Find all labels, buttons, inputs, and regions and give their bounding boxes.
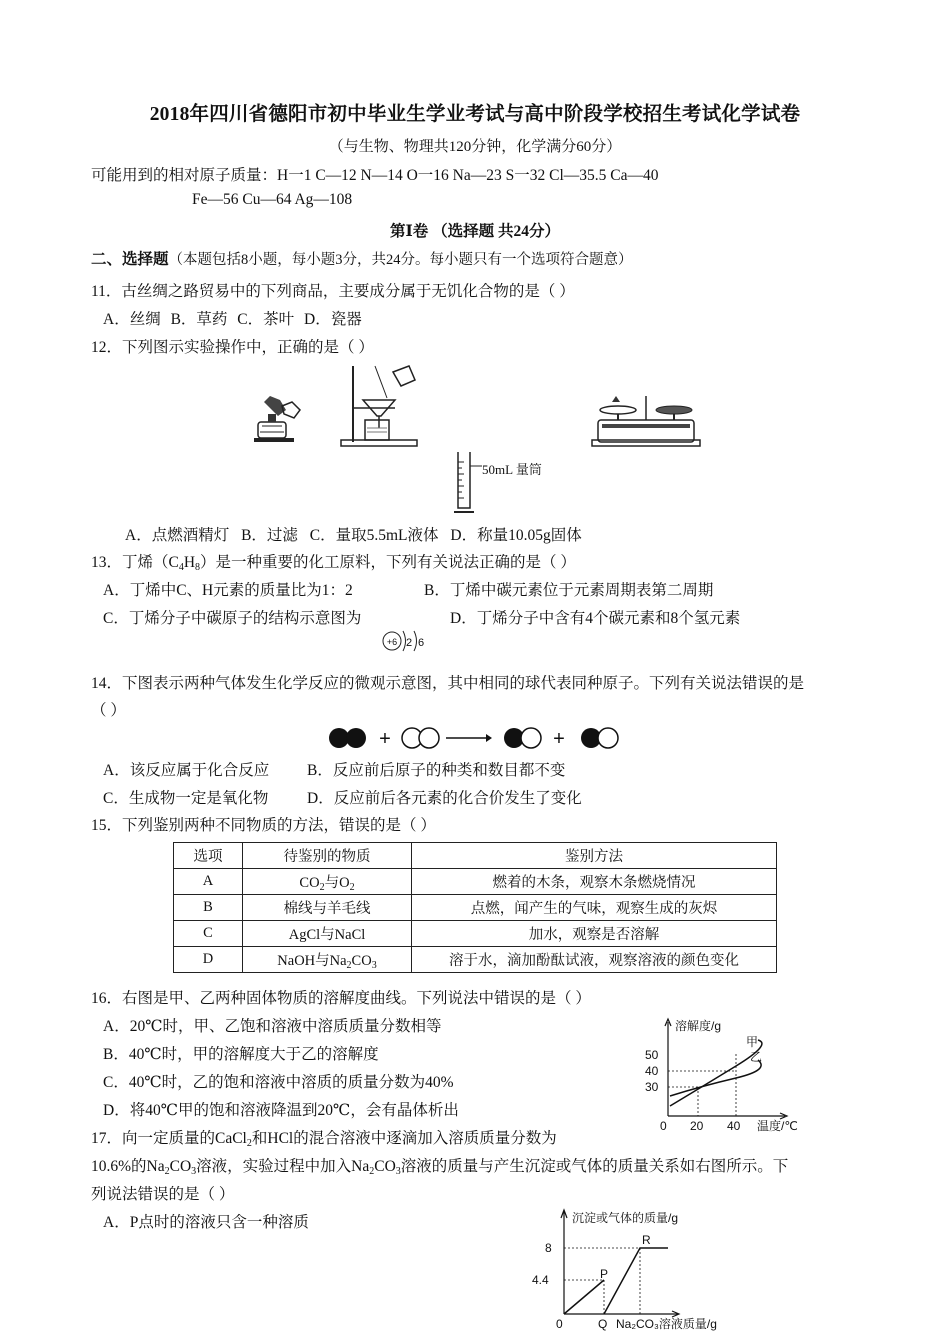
exam-subtitle: （与生物、物理共120分钟，化学满分60分） [328, 139, 622, 155]
table-cell: 加水，观察是否溶解 [412, 921, 777, 947]
q13-stem-sub: 8 [195, 562, 201, 573]
cell-sub: 2 [349, 881, 355, 893]
table-cell [243, 869, 412, 895]
table-cell: D [174, 947, 243, 973]
q17-part: CO [374, 1158, 396, 1175]
q13-option-d: D．丁烯分子中含有4个碳元素和8个氢元素 [450, 610, 741, 627]
point-p-label: P [600, 1267, 609, 1281]
q14-option-b: B．反应前后原子的种类和数目都不变 [307, 762, 566, 779]
q17-sub: 3 [395, 1166, 401, 1177]
table-cell: C [174, 921, 243, 947]
q17-stem-line2 [91, 1154, 788, 1177]
section-heading-bold: 二、选择题 [91, 251, 169, 268]
balance-figure [588, 394, 703, 450]
filtration-figure [335, 362, 425, 450]
solubility-curve-graph [640, 1016, 815, 1136]
q13-stem [91, 550, 576, 573]
q17-sub: 2 [164, 1166, 170, 1177]
graph-ylabel: 沉淀或气体的质量/g [572, 1211, 679, 1225]
q14-option-d: D．反应前后各元素的化合价发生了变化 [307, 790, 582, 807]
q15-table [173, 842, 777, 973]
cell-part: CO [351, 952, 372, 969]
plus-sign: + [553, 728, 565, 750]
xtick-label: 40 [727, 1119, 741, 1133]
q12-options: A．点燃酒精灯 B．过滤 C．量取5.5mL液体 D．称量10.05g固体 [125, 527, 582, 544]
q13-stem-part: ）是一种重要的化工原料，下列有关说法正确的是（ ） [200, 554, 576, 571]
q16-option-b: B．40℃时，甲的溶解度大于乙的溶解度 [103, 1046, 379, 1063]
table-cell [243, 947, 412, 973]
q17-part: 和HCl的混合溶液中逐滴加入溶质质量分数为 [251, 1130, 557, 1147]
curve-yi-label: 乙 [750, 1050, 763, 1064]
q16-option-d: D．将40℃甲的饱和溶液降温到20℃，会有晶体析出 [103, 1102, 459, 1119]
gas-line [564, 1280, 604, 1314]
ytick-label: 4.4 [532, 1273, 549, 1287]
nucleus-label: +6 [386, 637, 398, 647]
xtick-label: 0 [660, 1119, 667, 1133]
q13-option-a: A．丁烯中C、H元素的质量比为1：2 [103, 582, 353, 599]
q11-stem: 11．古丝绸之路贸易中的下列商品，主要成分属于无饥化合物的是（ ） [91, 283, 575, 300]
section-heading-note: （本题包括8小题，每小题3分，共24分。每小题只有一个选项符合题意） [168, 252, 633, 268]
q13-stem-part: 13．丁烯（C [91, 554, 179, 571]
q14-stem-line1: 14．下图表示两种气体发生化学反应的微观示意图，其中相同的球代表同种原子。下列有关说法错误的是 [91, 675, 805, 692]
q16-option-c: C．40℃时，乙的饱和溶液中溶质的质量分数为40% [103, 1074, 454, 1091]
q17-part: CO [169, 1158, 192, 1175]
q14-stem-line2: （ ） [91, 702, 126, 719]
cell-sub: 2 [319, 881, 325, 893]
plus-sign: + [379, 728, 391, 750]
reaction-diagram [326, 724, 626, 752]
alcohol-lamp-figure [248, 392, 308, 450]
table-cell: B [174, 895, 243, 921]
cell-sub: 2 [346, 959, 352, 971]
shell1-label: 2 [405, 637, 413, 649]
carbon-atom-structure-diagram [380, 626, 430, 656]
graph-ylabel: 溶解度/g [675, 1019, 722, 1033]
q17-part: 溶液的质量与产生沉淀或气体的质量关系如右图所示。下 [400, 1158, 789, 1175]
q17-part: 10.6%的Na [91, 1158, 165, 1175]
cell-sub: 3 [371, 959, 377, 971]
table-header: 选项 [174, 843, 243, 869]
ytick-label: 30 [645, 1080, 659, 1094]
table-row [174, 895, 777, 921]
q17-stem-line3: 列说法错误的是（ ） [91, 1186, 235, 1203]
table-cell: 燃着的木条，观察木条燃烧情况 [412, 869, 777, 895]
graduated-cylinder-figure [452, 450, 486, 516]
q13-option-c: C．丁烯分子中碳原子的结构示意图为 [103, 610, 362, 627]
table-header: 鉴别方法 [412, 843, 777, 869]
point-r-label: R [642, 1233, 651, 1247]
q12-stem: 12．下列图示实验操作中，正确的是（ ） [91, 339, 374, 356]
table-cell: 点燃，闻产生的气味，观察生成的灰烬 [412, 895, 777, 921]
table-cell: A [174, 869, 243, 895]
graph-xlabel: Na₂CO₃溶液质量/g [616, 1317, 717, 1331]
table-row [174, 869, 777, 895]
origin-label: 0 [556, 1317, 563, 1331]
q17-sub: 3 [191, 1166, 197, 1177]
table-row [174, 921, 777, 947]
q15-stem: 15．下列鉴别两种不同物质的方法，错误的是（ ） [91, 817, 436, 834]
graph-xlabel: 温度/℃ [757, 1119, 798, 1133]
q17-stem-line1 [91, 1126, 557, 1149]
q11-options: A．丝绸 B．草药 C．茶叶 D．瓷器 [103, 311, 362, 328]
cell-part: CO [299, 874, 320, 891]
section-heading [91, 247, 633, 269]
section-title: 第Ⅰ卷 （选择题 共24分） [389, 223, 560, 240]
q14-option-a: A．该反应属于化合反应 [103, 762, 270, 779]
cell-part: 与O [324, 874, 350, 891]
table-cell: 溶于水，滴加酚酞试液，观察溶液的颜色变化 [412, 947, 777, 973]
q16-stem: 16．右图是甲、乙两种固体物质的溶解度曲线。下列说法中错误的是（ ） [91, 990, 591, 1007]
q16-option-a: A．20℃时，甲、乙饱和溶液中溶质质量分数相等 [103, 1018, 442, 1035]
exam-title: 2018年四川省德阳市初中毕业生学业考试与高中阶段学校招生考试化学试卷 [149, 104, 801, 125]
xtick-label: 20 [690, 1119, 704, 1133]
cell-part: NaOH与Na [277, 952, 347, 969]
q17-sub: 2 [369, 1166, 375, 1177]
ytick-label: 40 [645, 1064, 659, 1078]
q17-option-a: A．P点时的溶液只含一种溶质 [103, 1214, 309, 1231]
table-row [174, 947, 777, 973]
q13-stem-part: H [183, 554, 196, 571]
atomic-masses-line1: 可能用到的相对原子质量：H一1 C—12 N—14 O一16 Na—23 S一32 Cl—35.5 Ca—40 [91, 167, 659, 184]
q17-sub: 2 [246, 1138, 252, 1149]
curve-jia [670, 1040, 762, 1106]
q13-option-b: B．丁烯中碳元素位于元素周期表第二周期 [424, 582, 714, 599]
ytick-label: 8 [545, 1241, 552, 1255]
q14-option-c: C．生成物一定是氧化物 [103, 790, 269, 807]
table-header-row [174, 843, 777, 869]
ytick-label: 50 [645, 1048, 659, 1062]
q13-stem-sub: 4 [178, 562, 184, 573]
q17-part: 溶液，实验过程中加入Na [196, 1158, 370, 1175]
shell2-label: 6 [417, 637, 425, 649]
table-cell: AgCl与NaCl [243, 921, 412, 947]
atomic-masses-line2: Fe—56 Cu—64 Ag—108 [192, 191, 353, 208]
precipitate-line [604, 1248, 668, 1314]
table-cell: 棉线与羊毛线 [243, 895, 412, 921]
point-q-label: Q [598, 1317, 608, 1331]
curve-jia-label: 甲 [746, 1035, 759, 1049]
table-header: 待鉴别的物质 [243, 843, 412, 869]
cylinder-label: 50mL 量筒 [482, 462, 542, 477]
precipitate-gas-graph [528, 1206, 748, 1336]
q17-part: 17．向一定质量的CaCl [91, 1130, 247, 1147]
